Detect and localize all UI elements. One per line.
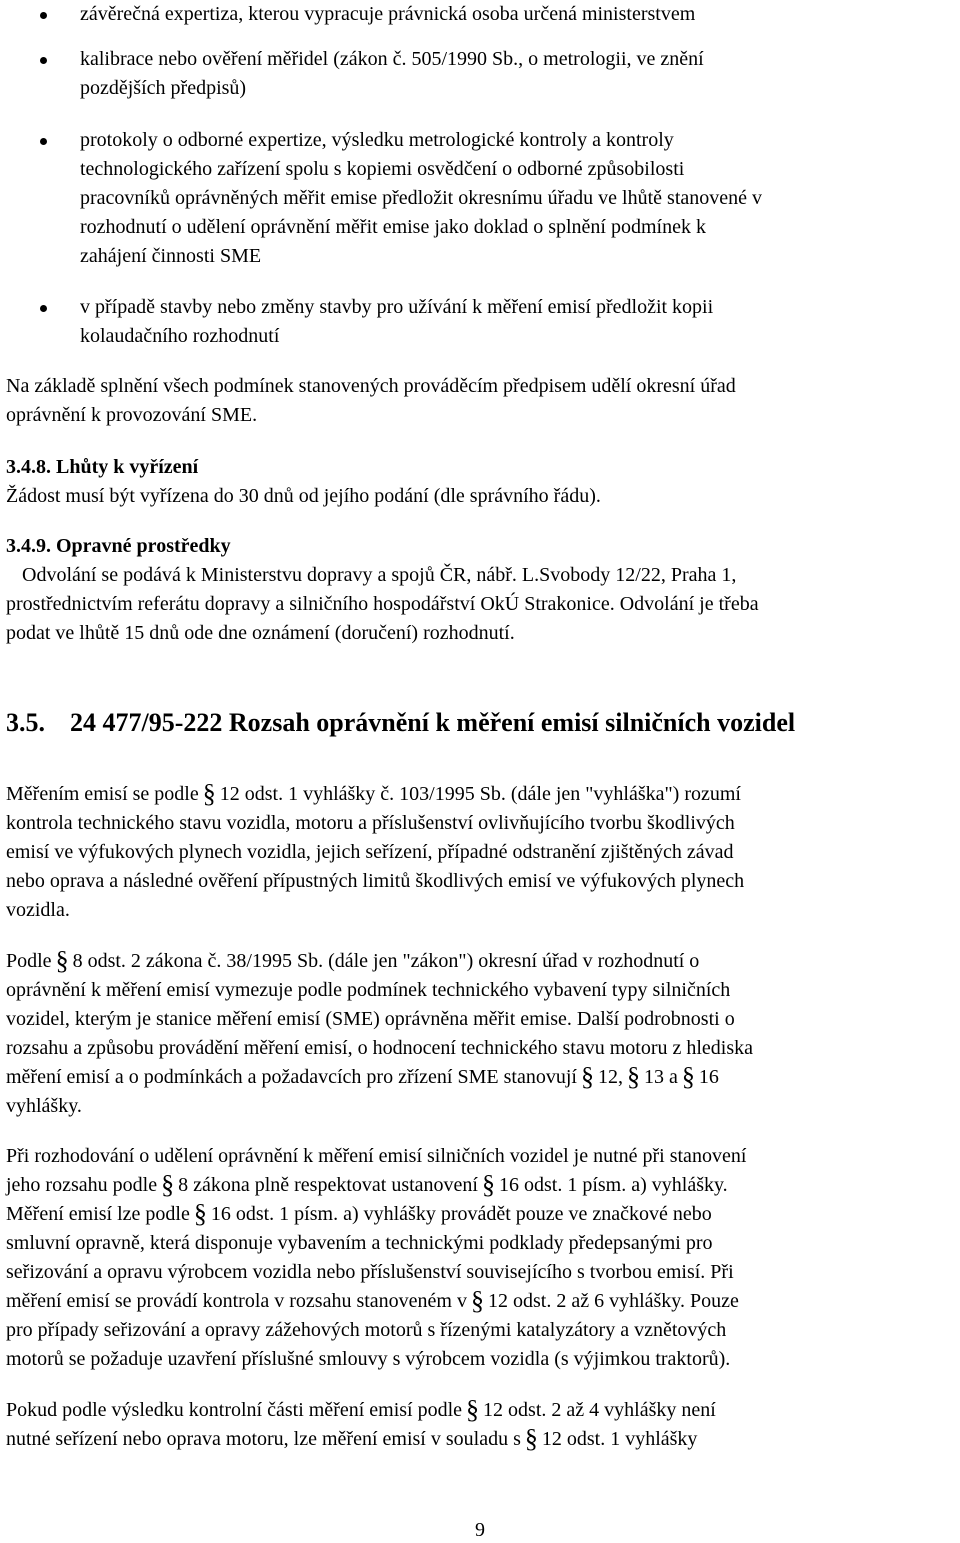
paragraph-line: 12 odst. 2 až 4 vyhlášky není <box>483 1399 716 1421</box>
paragraph-line: měření emisí a o podmínkách a požadavcích pro zřízení SME stanovují <box>6 1066 577 1088</box>
paragraph-line: nutné seřízení nebo oprava motoru, lze měření emisí v souladu s <box>6 1428 521 1450</box>
section-sign: § <box>466 1395 480 1424</box>
list-item-text: rozhodnutí o udělení oprávnění měřit emise jako doklad o splnění podmínek k <box>80 216 706 238</box>
paragraph-line: Měření emisí lze podle <box>6 1203 190 1225</box>
paragraph-line: vozidla. <box>6 899 70 921</box>
section-sign: § <box>524 1424 538 1453</box>
paragraph-line: nebo oprava a následné ověření přípustných limitů škodlivých emisí ve výfukových plynech <box>6 870 745 892</box>
paragraph-line: 12 odst. 1 vyhlášky č. 103/1995 Sb. (dále jen "vyhláška") rozumí <box>219 783 741 805</box>
section-sign: § <box>161 1170 175 1199</box>
paragraph-line: emisí ve výfukových plynech vozidla, jejich seřízení, případné odstranění zjištěných závad <box>6 841 734 863</box>
paragraph-line: oprávnění k měření emisí vymezuje podle podmínek technického vybavení typy silničních <box>6 979 731 1001</box>
paragraph-line: Při rozhodování o udělení oprávnění k měření emisí silničních vozidel je nutné při stanovení <box>6 1145 747 1167</box>
paragraph <box>6 1396 956 1454</box>
section-heading: 3.4.8. Lhůty k vyřízení <box>6 456 199 478</box>
paragraph <box>6 780 956 925</box>
paragraph-line: 8 zákona plně respektovat ustanovení <box>178 1174 478 1196</box>
paragraph-line: 13 a <box>643 1066 678 1088</box>
list-item-text: protokoly o odborné expertize, výsledku metrologické kontroly a kontroly <box>80 129 674 151</box>
paragraph-line: 8 odst. 2 zákona č. 38/1995 Sb. (dále jen "zákon") okresní úřad v rozhodnutí o <box>72 950 700 972</box>
section-sign: § <box>202 779 216 808</box>
paragraph-line: 12 odst. 2 až 6 vyhlášky. Pouze <box>488 1290 739 1312</box>
list-item <box>0 45 940 103</box>
paragraph-line: 12, <box>597 1066 623 1088</box>
paragraph-line: prostřednictvím referátu dopravy a silničního hospodářství OkÚ Strakonice. Odvolání je třeba <box>6 593 759 615</box>
paragraph-line: měření emisí se provádí kontrola v rozsahu stanoveném v <box>6 1290 467 1312</box>
paragraph-line: 16 odst. 1 písm. a) vyhlášky. <box>498 1174 728 1196</box>
section-heading: 3.4.9. Opravné prostředky <box>6 535 231 557</box>
paragraph-line: vyhlášky. <box>6 1095 82 1117</box>
paragraph-line: Pokud podle výsledku kontrolní části měření emisí podle <box>6 1399 463 1421</box>
paragraph-line: smluvní opravně, která disponuje vybavením a technickými podklady předepsanými pro <box>6 1232 713 1254</box>
paragraph-line: Na základě splnění všech podmínek stanovených prováděcím předpisem udělí okresní úřad <box>6 375 736 397</box>
section-sign: § <box>626 1062 640 1091</box>
section-number: 3.5. <box>6 708 45 737</box>
list-item-text: v případě stavby nebo změny stavby pro užívání k měření emisí předložit kopii <box>80 296 714 318</box>
paragraph-line: Měřením emisí se podle <box>6 783 199 805</box>
paragraph-line: podat ve lhůtě 15 dnů ode dne oznámení (doručení) rozhodnutí. <box>6 622 515 644</box>
paragraph-line: vozidel, kterým je stanice měření emisí (SME) oprávněna měřit emise. Další podrobnosti o <box>6 1008 735 1030</box>
paragraph-line: 16 <box>698 1066 719 1088</box>
section-title: 24 477/95-222 Rozsah oprávnění k měření emisí silničních vozidel <box>70 708 796 737</box>
section-sign: § <box>193 1199 207 1228</box>
paragraph <box>6 372 956 430</box>
paragraph-line: 12 odst. 1 vyhlášky <box>541 1428 698 1450</box>
list-item-text: pracovníků oprávněných měřit emise předložit okresnímu úřadu ve lhůtě stanovené v <box>80 187 763 209</box>
section-sign: § <box>471 1286 484 1315</box>
paragraph-line: oprávnění k provozování SME. <box>6 404 258 426</box>
paragraph-line: rozsahu a způsobu provádění měření emisí, o hodnocení technického stavu motoru z hlediska <box>6 1037 754 1059</box>
list-item-text: závěrečná expertiza, kterou vypracuje právnická osoba určená ministerstvem <box>80 3 696 25</box>
list-item <box>0 0 940 29</box>
paragraph-line: Žádost musí být vyřízena do 30 dnů od jejího podání (dle správního řádu). <box>6 485 601 507</box>
paragraph-line: kontrola technického stavu vozidla, motoru a příslušenství ovlivňujícího tvorbu škodlivých <box>6 812 735 834</box>
section-3-4-9 <box>6 532 956 648</box>
list-item-text: technologického zařízení spolu s kopiemi osvědčení o odborné způsobilosti <box>80 158 685 180</box>
list-item-text: kalibrace nebo ověření měřidel (zákon č. 505/1990 Sb., o metrologii, ve znění <box>80 48 704 70</box>
list-item-text: pozdějších předpisů) <box>80 77 247 99</box>
paragraph-line: Odvolání se podává k Ministerstvu dopravy a spojů ČR, nábř. L.Svobody 12/22, Praha 1, <box>22 564 737 586</box>
paragraph-line: motorů se požaduje uzavření příslušné smlouvy s výrobcem vozidla (s výjimkou traktorů). <box>6 1348 731 1370</box>
page-number: 9 <box>475 1519 485 1541</box>
paragraph-line: 16 odst. 1 písm. a) vyhlášky provádět pouze ve značkové nebo <box>210 1203 712 1225</box>
list-item <box>0 126 940 271</box>
paragraph <box>6 947 956 1121</box>
paragraph-line: seřizování a opravu výrobcem vozidla nebo příslušenství souvisejícího s tvorbou emisí. Při <box>6 1261 734 1283</box>
list-item <box>0 293 940 351</box>
section-sign: § <box>481 1170 495 1199</box>
section-title-3-5 <box>6 706 795 740</box>
paragraph <box>6 1142 956 1374</box>
paragraph-line: pro případy seřizování a opravy zážehových motorů s řízenými katalyzátory a vznětových <box>6 1319 727 1341</box>
section-sign: § <box>580 1062 594 1091</box>
section-sign: § <box>681 1062 695 1091</box>
paragraph-line: jeho rozsahu podle <box>6 1174 158 1196</box>
list-item-text: zahájení činnosti SME <box>80 245 262 267</box>
section-3-4-8 <box>6 453 956 511</box>
list-item-text: kolaudačního rozhodnutí <box>80 325 280 347</box>
paragraph-line: Podle <box>6 950 52 972</box>
section-sign: § <box>55 946 69 975</box>
